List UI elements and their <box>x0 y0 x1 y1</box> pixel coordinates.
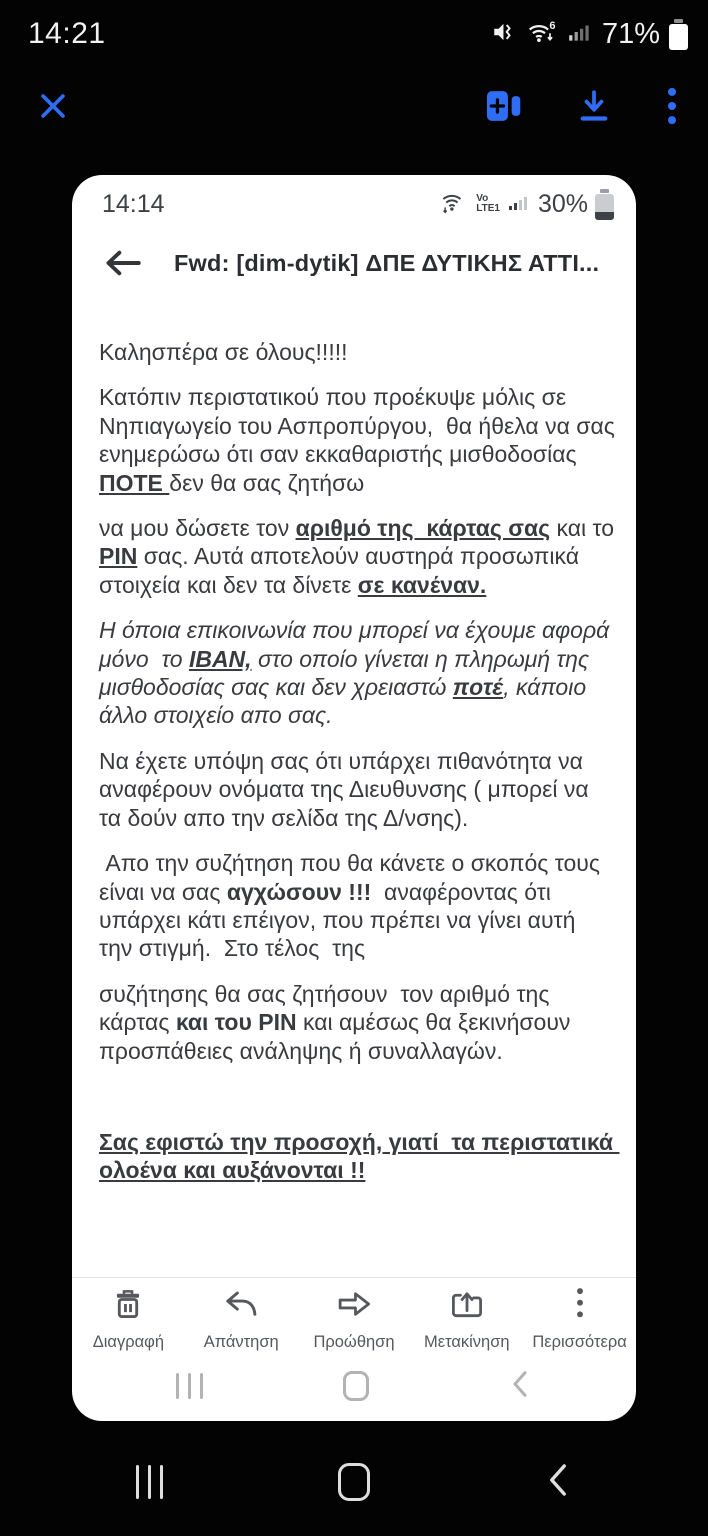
download-icon[interactable] <box>574 86 614 126</box>
forward-button[interactable]: Προώθηση <box>298 1278 411 1359</box>
forward-icon <box>335 1286 373 1327</box>
wifi-6-icon <box>526 17 558 52</box>
inner-nav-bar <box>72 1359 636 1421</box>
recents-icon[interactable] <box>136 1465 163 1499</box>
screenshot-image <box>72 175 636 1421</box>
email-paragraph: Απο την συζήτηση που θα κάνετε ο σκοπός τους είναι να σας αγχώσουν !!! αναφέροντας ότι υπάρχει κάτι επέιγον, που πρέπει να γίνει αυτή την στιγμή. Στο τέλος της <box>99 850 607 962</box>
reply-icon <box>222 1286 260 1327</box>
delete-button[interactable]: Διαγραφή <box>72 1278 185 1359</box>
battery-icon <box>669 19 688 50</box>
email-header <box>102 239 626 287</box>
add-to-window-icon[interactable] <box>482 86 524 126</box>
back-icon[interactable] <box>508 1369 532 1404</box>
svg-text:6: 6 <box>549 19 556 32</box>
back-arrow-icon[interactable] <box>102 246 144 280</box>
email-paragraph: Η όποια επικοινωνία που μπορεί να έχουμε αφορά μόνο το IBAN, στο οποίο γίνεται η πληρωμή της μισθοδοσίας σας και δεν χρειαστώ ποτέ, κάποιο άλλο στοιχείο απο σας. <box>99 617 616 729</box>
inner-status-bar <box>102 188 614 220</box>
home-icon[interactable] <box>343 1371 369 1401</box>
inner-cell-signal-icon <box>507 190 531 219</box>
back-icon[interactable] <box>544 1461 572 1504</box>
email-paragraph: Σας εφιστώ την προσοχή, γιατί τα περιστατικά ολοένα και αυξάνονται !! <box>99 1128 620 1184</box>
email-body <box>99 338 622 1202</box>
inner-wifi-icon <box>439 189 469 220</box>
reply-button[interactable]: Απάντηση <box>185 1278 298 1359</box>
more-button[interactable]: Περισσότερα <box>523 1278 636 1359</box>
email-paragraph: Κατόπιν περιστατικού που προέκυψε μόλις σε Νηπιαγωγείο του Ασπροπύργου, θα ήθελα να σας ενημερώσω ότι σαν εκκαθαριστής μισθοδοσίας ΠΟΤΕ δεν θα σας ζητήσω <box>99 384 622 496</box>
viewer-toolbar <box>0 80 708 132</box>
inner-battery-percent: 30% <box>537 189 588 218</box>
email-subject: Fwd: [dim-dytik] ΔΠΕ ΔΥΤΙΚΗΣ ΑΤΤΙ... <box>174 249 600 276</box>
more-vertical-icon <box>573 1286 587 1327</box>
mute-vibrate-icon <box>491 19 517 50</box>
volte-badge: Vo LTE1 <box>476 193 500 214</box>
battery-percent: 71% <box>601 17 660 50</box>
outer-nav-bar <box>0 1442 708 1536</box>
email-paragraph: Καλησπέρα σε όλους!!!!! <box>99 339 348 365</box>
email-paragraph: συζήτησης θα σας ζητήσουν τον αριθμό της κάρτας και του PIN και αμέσως θα ξεκινήσουν προσπάθειες ανάληψης ή συναλλαγών. <box>99 980 577 1064</box>
email-paragraph: Να έχετε υπόψη σας ότι υπάρχει πιθανότητα να αναφέρουν ονόματα της Διευθυνσης ( μπορεί να τα δούν απο την σελίδα της Δ/νσης). <box>99 747 596 831</box>
inner-battery-icon <box>595 189 614 220</box>
cell-signal-icon <box>567 19 593 50</box>
trash-icon <box>110 1286 146 1327</box>
email-paragraph: να μου δώσετε τον αριθμό της κάρτας σας και το PIN σας. Αυτά αποτελούν αυστηρά προσωπικά στοιχεία και δεν τα δίνετε σε κανέναν. <box>99 515 621 598</box>
close-icon[interactable] <box>36 89 70 123</box>
email-action-bar <box>72 1277 636 1359</box>
outer-status-bar <box>0 12 708 56</box>
outer-status-icons <box>491 17 688 52</box>
more-vertical-icon[interactable] <box>664 86 680 126</box>
recents-icon[interactable] <box>176 1373 203 1399</box>
home-icon[interactable] <box>338 1463 370 1501</box>
move-folder-icon <box>448 1286 486 1327</box>
inner-clock: 14:14 <box>102 189 165 218</box>
clock: 14:21 <box>28 17 106 50</box>
move-button[interactable]: Μετακίνηση <box>410 1278 523 1359</box>
